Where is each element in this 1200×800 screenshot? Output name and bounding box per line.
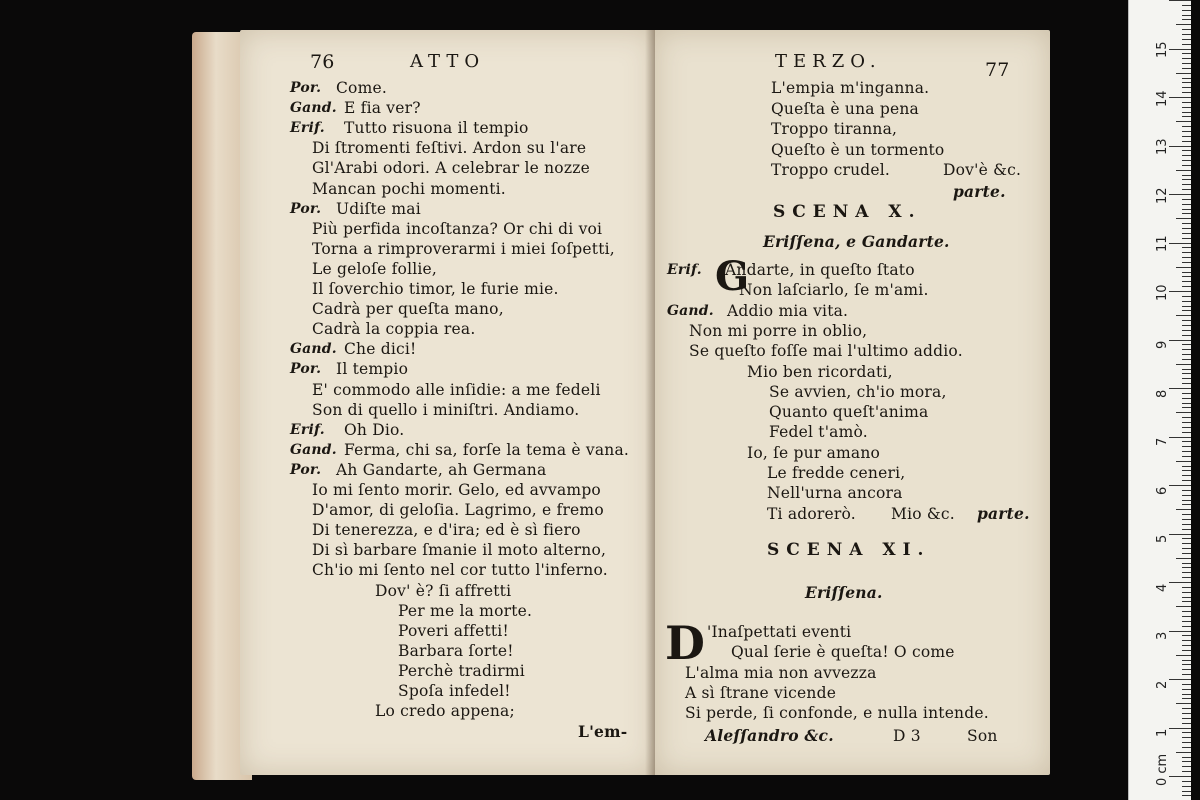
ruler-tick — [1182, 359, 1191, 360]
ruler-tick — [1169, 97, 1191, 98]
ruler-tick — [1182, 451, 1191, 452]
ruler-tick — [1182, 635, 1191, 636]
verse-line: Qual ſerie è queſta! O come — [731, 643, 955, 662]
verse-line: Tutto risuona il tempio — [344, 119, 529, 138]
verse-line: Ch'io mi ſento nel cor tutto l'inferno. — [312, 561, 608, 580]
ruler-tick — [1182, 306, 1191, 307]
left-page-number: 76 — [310, 51, 335, 73]
ruler-tick — [1182, 68, 1191, 69]
ruler-tick — [1169, 49, 1191, 50]
verse-line: Cadrà per queſta mano, — [312, 300, 504, 319]
ruler-tick — [1182, 354, 1191, 355]
ruler-tick — [1182, 116, 1191, 117]
speaker-label: Gand. — [290, 341, 337, 358]
ruler-tick — [1176, 509, 1191, 510]
verse-line: Addio mia vita. — [727, 301, 849, 320]
speaker-label: Por. — [290, 80, 322, 96]
ruler-label: 0 cm — [1155, 753, 1170, 786]
ruler-tick — [1182, 713, 1191, 714]
speaker-label: Erif. — [290, 421, 325, 438]
ruler-tick — [1182, 504, 1191, 505]
ruler-tick — [1182, 126, 1191, 127]
ruler-tick — [1182, 427, 1191, 428]
ruler-tick — [1182, 732, 1191, 733]
ruler-tick — [1169, 291, 1191, 292]
ruler-tick — [1182, 475, 1191, 476]
verse-line: Dov' è? ſi affretti — [375, 581, 512, 600]
ruler-tick — [1169, 679, 1191, 680]
ruler-tick — [1182, 189, 1191, 190]
ruler-tick — [1182, 660, 1191, 661]
ruler-tick — [1182, 694, 1191, 695]
ruler-tick — [1182, 383, 1191, 384]
ruler-tick — [1182, 82, 1191, 83]
exit-note: parte. — [953, 182, 1006, 201]
ruler-tick — [1176, 73, 1191, 74]
signature-mark: D 3 — [893, 727, 921, 745]
ruler-label: 6 — [1155, 486, 1170, 495]
ruler-tick — [1182, 204, 1191, 205]
ruler-tick — [1182, 723, 1191, 724]
footer-reference: Aleſſandro &c. — [705, 726, 834, 745]
right-catchword: Son — [967, 727, 998, 745]
ruler-tick — [1182, 286, 1191, 287]
ruler-label: 11 — [1155, 235, 1170, 252]
ruler-tick — [1176, 24, 1191, 25]
ruler-tick — [1182, 131, 1191, 132]
verse-line: Spoſa infedel! — [398, 682, 511, 700]
ruler-tick — [1182, 621, 1191, 622]
ruler-tick — [1182, 344, 1191, 345]
verse-line: D'amor, di geloſia. Lagrimo, e fremo — [312, 501, 604, 520]
ruler-tick — [1182, 296, 1191, 297]
ruler-tick — [1182, 262, 1191, 263]
ruler-tick — [1182, 403, 1191, 404]
verse-line: Per me la morte. — [398, 601, 533, 620]
ruler-tick — [1182, 155, 1191, 156]
ruler-tick — [1182, 281, 1191, 282]
verse-line: Più perfida incoſtanza? Or chi di voi — [312, 219, 603, 238]
ruler-tick — [1182, 179, 1191, 180]
right-running-header: TERZO. — [775, 51, 882, 72]
verse-line: Quanto queſt'anima — [769, 403, 929, 422]
ruler-tick — [1182, 407, 1191, 408]
ruler-tick — [1182, 674, 1191, 675]
verse-line: E' commodo alle inſidie: a me fedeli — [312, 380, 601, 399]
ruler-tick — [1169, 0, 1191, 1]
ruler-tick — [1182, 592, 1191, 593]
verse-line: Il ſoverchio timor, le furie mie. — [312, 280, 559, 298]
ruler-tick — [1182, 470, 1191, 471]
ruler-tick — [1169, 194, 1191, 195]
ruler-tick — [1182, 150, 1191, 151]
speaker-label: Erif. — [667, 262, 702, 278]
ruler-tick — [1182, 53, 1191, 54]
verse-line: Il tempio — [336, 360, 409, 379]
ruler-tick — [1182, 136, 1191, 137]
verse-line: Ferma, chi sa, forſe la tema è vana. — [344, 440, 630, 459]
verse-line: 'Inaſpettati eventi — [707, 623, 852, 641]
verse-line: Non mi porre in oblio, — [689, 321, 868, 340]
ruler-tick — [1176, 315, 1191, 316]
ruler-tick — [1176, 606, 1191, 607]
ruler-tick — [1176, 412, 1191, 413]
ruler-tick — [1182, 257, 1191, 258]
ruler-tick — [1176, 461, 1191, 462]
ruler-tick — [1182, 223, 1191, 224]
verse-line: Poveri affetti! — [398, 621, 509, 640]
ruler-label: 3 — [1155, 631, 1170, 640]
ruler-tick — [1182, 209, 1191, 210]
verse-line: A sì ſtrane vicende — [685, 683, 837, 702]
ruler-tick — [1182, 543, 1191, 544]
ruler-tick — [1169, 582, 1191, 583]
verse-line: Andarte, in queſto ſtato — [725, 261, 915, 279]
verse-line: L'alma mia non avvezza — [685, 663, 877, 682]
ruler-tick — [1182, 490, 1191, 491]
verse-line: Si perde, ſi confonde, e nulla intende. — [685, 704, 989, 723]
ruler-tick — [1182, 310, 1191, 311]
exit-note: parte. — [977, 503, 1030, 523]
verse-line: Oh Dio. — [344, 420, 405, 439]
ruler-label: 10 — [1155, 283, 1170, 301]
ruler-tick — [1182, 378, 1191, 379]
ruler-tick — [1182, 87, 1191, 88]
repeat-cue: Mio &c. — [891, 504, 955, 523]
verse-line: Son di quello i miniſtri. Andiamo. — [312, 400, 580, 419]
ruler-tick — [1182, 766, 1191, 767]
ruler-tick — [1182, 524, 1191, 525]
ruler-tick — [1182, 63, 1191, 64]
ruler-tick — [1182, 466, 1191, 467]
verse-line: Lo credo appena; — [375, 702, 515, 721]
ruler-tick — [1182, 500, 1191, 501]
verse-line: E fia ver? — [344, 99, 421, 118]
ruler-tick — [1182, 698, 1191, 699]
verse-line: Perchè tradirmi — [398, 661, 525, 680]
verse-line: Gl'Arabi odori. A celebrar le nozze — [312, 159, 590, 178]
ruler-tick — [1182, 611, 1191, 612]
ruler-tick — [1182, 640, 1191, 641]
ruler-tick — [1169, 534, 1191, 535]
ruler-tick — [1169, 146, 1191, 147]
ruler-tick — [1182, 276, 1191, 277]
ruler-tick — [1182, 107, 1191, 108]
ruler-tick — [1182, 645, 1191, 646]
drop-cap-g: G — [715, 253, 750, 300]
ruler-tick — [1176, 218, 1191, 219]
verse-line: L'empia m'inganna. — [771, 79, 930, 97]
ruler-tick — [1182, 92, 1191, 93]
ruler-label: 7 — [1155, 437, 1170, 446]
ruler-tick — [1182, 761, 1191, 762]
verse-line: Io, ſe pur amano — [747, 443, 881, 462]
ruler-tick — [1182, 684, 1191, 685]
ruler-tick — [1182, 39, 1191, 40]
ruler-tick — [1182, 301, 1191, 302]
ruler-tick — [1182, 141, 1191, 142]
verse-line: Fedel t'amò. — [769, 423, 868, 442]
verse-line: Queſta è una pena — [771, 99, 919, 118]
ruler-tick — [1182, 213, 1191, 214]
verse-line: Le geloſe follie, — [312, 259, 438, 278]
ruler-tick — [1169, 485, 1191, 486]
ruler-tick — [1182, 577, 1191, 578]
ruler-label: 8 — [1155, 389, 1170, 398]
ruler-tick — [1182, 708, 1191, 709]
ruler-tick — [1182, 446, 1191, 447]
ruler-label: 1 — [1155, 728, 1170, 737]
speaker-label: Erif. — [290, 120, 325, 137]
ruler-tick — [1169, 776, 1191, 777]
ruler-tick — [1182, 771, 1191, 772]
ruler-tick — [1182, 441, 1191, 442]
ruler-tick — [1176, 752, 1191, 753]
ruler-tick — [1182, 795, 1191, 796]
ruler-label: 13 — [1155, 138, 1170, 155]
ruler-tick — [1182, 669, 1191, 670]
ruler-tick — [1169, 728, 1191, 729]
ruler-tick — [1169, 437, 1191, 438]
ruler-tick — [1182, 373, 1191, 374]
ruler-tick — [1182, 791, 1191, 792]
ruler-tick — [1182, 335, 1191, 336]
verse-line: Di sì barbare ſmanie il moto alterno, — [312, 541, 607, 560]
ruler-tick — [1176, 703, 1191, 704]
ruler-tick — [1182, 44, 1191, 45]
verse-line: Troppo tiranna, — [771, 120, 898, 138]
ruler-tick — [1182, 10, 1191, 11]
ruler-tick — [1176, 558, 1191, 559]
verse-line: Torna a rimproverarmi i miei ſoſpetti, — [312, 239, 615, 258]
ruler-label: 4 — [1155, 583, 1170, 592]
ruler-tick — [1182, 417, 1191, 418]
ruler-tick — [1182, 184, 1191, 185]
ruler-tick — [1182, 626, 1191, 627]
left-running-header: ATTO — [410, 51, 486, 72]
ruler-tick — [1182, 432, 1191, 433]
ruler-label: 2 — [1155, 680, 1170, 689]
verse-line: Nell'urna ancora — [767, 484, 903, 503]
speaker-label: Gand. — [290, 441, 337, 458]
scene-xi-characters: Eriſſena. — [805, 583, 883, 602]
ruler-tick — [1169, 340, 1191, 341]
ruler-tick — [1182, 19, 1191, 20]
ruler-tick — [1176, 364, 1191, 365]
ruler-tick — [1182, 757, 1191, 758]
ruler-tick — [1182, 34, 1191, 35]
verse-line: Troppo crudel. — [771, 161, 891, 179]
ruler-tick — [1176, 267, 1191, 268]
ruler-tick — [1182, 548, 1191, 549]
scene-xi-title: SCENA XI. — [767, 540, 931, 560]
ruler-tick — [1182, 616, 1191, 617]
verse-line: Come. — [336, 79, 387, 97]
ruler-tick — [1182, 456, 1191, 457]
ruler-tick — [1182, 553, 1191, 554]
verse-line: Ti adorerò. — [767, 504, 856, 523]
ruler-tick — [1182, 349, 1191, 350]
drop-cap-d: D — [665, 616, 705, 670]
ruler-tick — [1182, 529, 1191, 530]
verse-line: Io mi ſento morir. Gelo, ed avvampo — [312, 481, 601, 499]
ruler-tick — [1182, 563, 1191, 564]
verse-line: Udiſte mai — [336, 199, 421, 218]
speaker-label: Por. — [290, 200, 322, 217]
verse-line: Se queſto foſſe mai l'ultimo addio. — [689, 342, 963, 361]
speaker-label: Gand. — [290, 100, 337, 117]
ruler-tick — [1182, 112, 1191, 113]
ruler-label: 15 — [1155, 41, 1170, 58]
ruler-tick — [1182, 160, 1191, 161]
ruler-tick — [1182, 393, 1191, 394]
ruler-tick — [1182, 572, 1191, 573]
ruler-tick — [1182, 514, 1191, 515]
ruler-tick — [1182, 689, 1191, 690]
verse-line: Se avvien, ch'io mora, — [769, 382, 947, 401]
ruler-tick — [1182, 5, 1191, 6]
ruler-tick — [1182, 742, 1191, 743]
verse-line: Di ſtromenti feſtivi. Ardon su l'are — [312, 139, 587, 158]
ruler-tick — [1182, 325, 1191, 326]
ruler-tick — [1176, 170, 1191, 171]
verse-line: Le fredde ceneri, — [767, 464, 906, 482]
ruler-tick — [1182, 519, 1191, 520]
ruler-tick — [1176, 121, 1191, 122]
ruler-tick — [1182, 737, 1191, 738]
left-page — [240, 30, 655, 775]
ruler-tick — [1182, 175, 1191, 176]
verse-line: Mio ben ricordati, — [747, 362, 893, 381]
repeat-cue: Dov'è &c. — [943, 161, 1022, 179]
ruler-tick — [1182, 650, 1191, 651]
ruler-label: 5 — [1155, 534, 1170, 543]
ruler-tick — [1182, 330, 1191, 331]
speaker-label: Por. — [290, 461, 322, 478]
ruler-tick — [1182, 102, 1191, 103]
ruler-tick — [1182, 15, 1191, 16]
ruler-label: 12 — [1155, 186, 1170, 204]
ruler-tick — [1182, 480, 1191, 481]
ruler-tick — [1182, 587, 1191, 588]
verse-line: Ah Gandarte, ah Germana — [336, 460, 547, 479]
ruler-label: 14 — [1155, 89, 1170, 107]
ruler-tick — [1182, 786, 1191, 787]
ruler-tick — [1182, 567, 1191, 568]
ruler-tick — [1182, 29, 1191, 30]
verse-line: Di tenerezza, e d'ira; ed è sì fiero — [312, 521, 581, 540]
ruler-tick — [1182, 601, 1191, 602]
ruler-tick — [1182, 538, 1191, 539]
measurement-ruler — [1128, 0, 1191, 800]
verse-line: Mancan pochi momenti. — [312, 179, 506, 198]
scene-x-characters: Eriſſena, e Gandarte. — [763, 232, 950, 251]
ruler-label: 9 — [1155, 340, 1170, 349]
ruler-tick — [1182, 664, 1191, 665]
ruler-tick — [1182, 718, 1191, 719]
speaker-label: Por. — [290, 361, 322, 378]
verse-line: Cadrà la coppia rea. — [312, 320, 476, 339]
ruler-tick — [1182, 228, 1191, 229]
verse-line: Che dici! — [344, 340, 417, 359]
right-page — [655, 30, 1050, 775]
verse-line: Non laſciarlo, ſe m'ami. — [739, 281, 929, 300]
ruler-tick — [1182, 597, 1191, 598]
ruler-tick — [1182, 398, 1191, 399]
ruler-tick — [1182, 78, 1191, 79]
ruler-tick — [1182, 252, 1191, 253]
left-catchword: L'em- — [578, 722, 628, 741]
ruler-tick — [1182, 422, 1191, 423]
ruler-tick — [1176, 655, 1191, 656]
ruler-tick — [1182, 165, 1191, 166]
ruler-tick — [1182, 238, 1191, 239]
ruler-tick — [1182, 781, 1191, 782]
verse-line: Queſto è un tormento — [771, 140, 945, 159]
verse-line: Barbara ſorte! — [398, 641, 514, 660]
ruler-tick — [1182, 495, 1191, 496]
ruler-tick — [1182, 199, 1191, 200]
ruler-tick — [1169, 631, 1191, 632]
scene-x-title: SCENA X. — [773, 202, 922, 222]
ruler-tick — [1182, 320, 1191, 321]
ruler-tick — [1169, 388, 1191, 389]
ruler-tick — [1169, 243, 1191, 244]
ruler-tick — [1182, 58, 1191, 59]
right-page-number: 77 — [985, 59, 1010, 81]
ruler-tick — [1182, 369, 1191, 370]
ruler-tick — [1182, 747, 1191, 748]
speaker-label: Gand. — [667, 302, 714, 319]
ruler-tick — [1182, 247, 1191, 248]
ruler-tick — [1182, 272, 1191, 273]
ruler-tick — [1182, 233, 1191, 234]
